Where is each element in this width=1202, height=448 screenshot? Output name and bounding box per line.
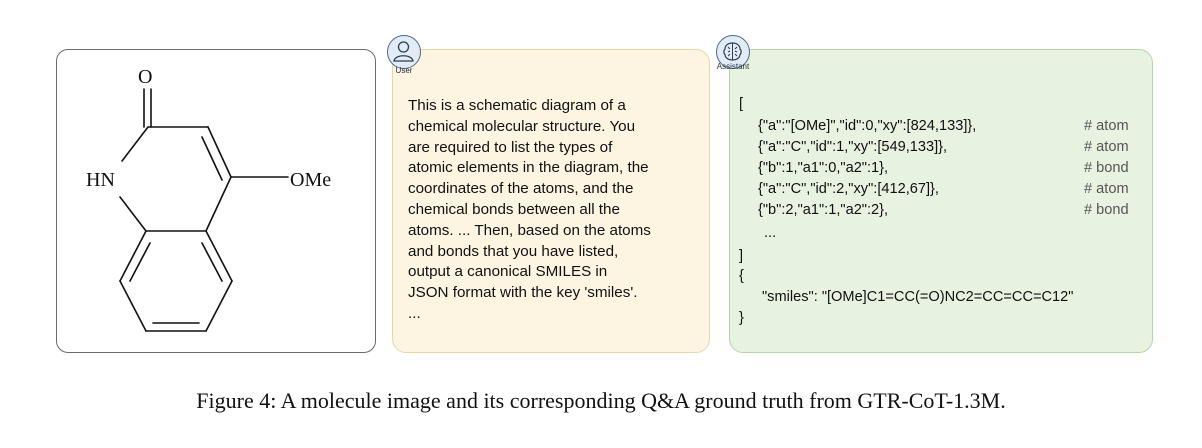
json-open-brace: {	[739, 268, 744, 284]
user-prompt-line: atomic elements in the diagram, the	[408, 159, 649, 177]
user-prompt-line: chemical bonds between all the	[408, 200, 620, 218]
carbonyl-oxygen-label: O	[138, 66, 153, 88]
user-icon	[388, 36, 419, 67]
entry-code: {"b":2,"a1":1,"a2":2},	[758, 202, 889, 218]
user-prompt-line: coordinates of the atoms, and the	[408, 180, 634, 198]
benzene-inner-bond-1	[202, 243, 222, 281]
entry-comment: # atom	[1084, 181, 1129, 197]
user-avatar-label: User	[395, 66, 413, 75]
entry-comment: # bond	[1084, 202, 1129, 218]
entry-code: {"b":1,"a1":0,"a2":1},	[758, 160, 889, 176]
nh-label: HN	[86, 169, 115, 191]
assistant-message-panel	[729, 49, 1153, 353]
json-open-bracket: [	[739, 96, 744, 112]
entry-comment: # bond	[1084, 160, 1129, 176]
c4-c4a-bond	[206, 177, 231, 231]
benzene-inner-bond-5	[130, 243, 150, 281]
json-close-brace: }	[739, 310, 744, 326]
n-c8a-bond	[120, 197, 146, 231]
c3-c4-bond	[208, 127, 231, 177]
user-avatar	[387, 35, 421, 69]
user-prompt-line: ...	[408, 304, 421, 322]
user-prompt-line: chemical molecular structure. You	[408, 117, 636, 135]
c2-n-bond	[122, 127, 148, 161]
entries-ellipsis: ...	[764, 225, 777, 241]
json-close-bracket: ]	[739, 248, 744, 264]
entry-comment: # atom	[1084, 118, 1129, 134]
entry-code: {"a":"C","id":1,"xy":[549,133]},	[758, 139, 948, 155]
user-prompt-line: JSON format with the key 'smiles'.	[408, 284, 638, 302]
user-prompt-text	[408, 96, 698, 325]
user-prompt-line: This is a schematic diagram of a	[408, 97, 626, 114]
benzene-bond-4	[120, 281, 146, 331]
c3-c4-inner-bond	[202, 137, 222, 180]
ome-label: OMe	[290, 169, 332, 191]
molecule-structure-drawing	[56, 49, 376, 353]
user-prompt-line: and bonds that you have listed,	[408, 242, 619, 260]
molecule-image-panel	[56, 49, 376, 353]
smiles-output: "smiles": "[OMe]C1=CC(=O)NC2=CC=CC=C12"	[762, 289, 1074, 305]
benzene-bond-1	[206, 231, 232, 281]
benzene-bond-2	[206, 281, 232, 331]
entry-comment: # atom	[1084, 139, 1129, 155]
benzene-bond-5	[120, 231, 146, 281]
user-prompt-line: atoms. ... Then, based on the atoms	[408, 221, 651, 239]
user-prompt-line: are required to list the types of	[408, 138, 613, 156]
figure-caption: Figure 4: A molecule image and its corresponding Q&A ground truth from GTR-CoT-1.3M.	[196, 388, 1006, 413]
entry-code: {"a":"[OMe]","id":0,"xy":[824,133]},	[758, 118, 977, 134]
assistant-avatar-label: Assistant	[716, 62, 750, 71]
user-prompt-line: output a canonical SMILES in	[408, 263, 608, 281]
entry-code: {"a":"C","id":2,"xy":[412,67]},	[758, 181, 939, 197]
